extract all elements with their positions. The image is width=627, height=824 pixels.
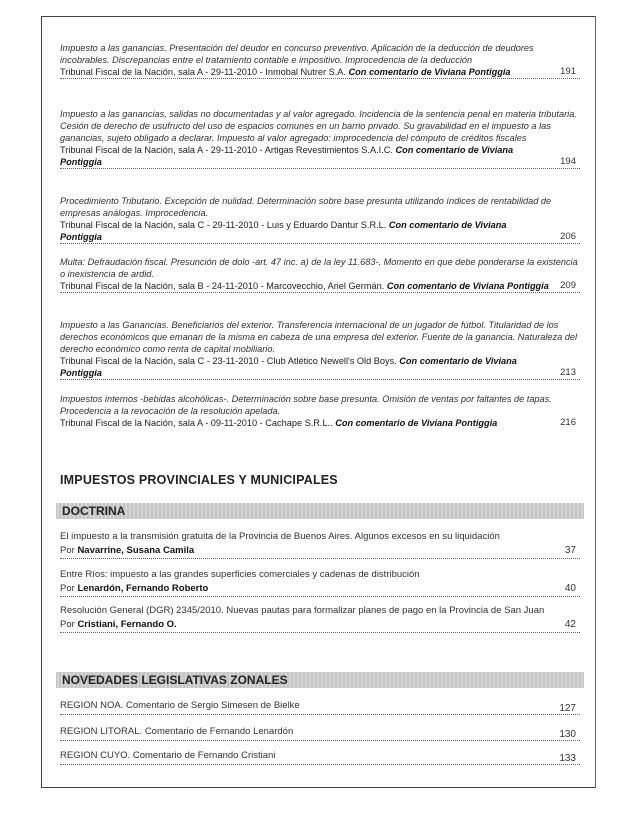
entry-source bbox=[60, 144, 580, 169]
entry-source-text: Tribunal Fiscal de la Nación, sala B - 24-11-2010 - Marcovecchio, Ariel Germán. bbox=[60, 281, 385, 291]
doctrina-page-number: 40 bbox=[564, 583, 576, 594]
entry-page-number: 209 bbox=[560, 280, 576, 291]
entry-page-number: 216 bbox=[560, 417, 576, 428]
doctrina-item-byline bbox=[60, 544, 580, 559]
fiscal-entry bbox=[60, 319, 580, 380]
doctrina-item bbox=[60, 568, 580, 597]
entry-page-number: 206 bbox=[560, 231, 576, 242]
zonal-item bbox=[60, 750, 580, 765]
entry-comment: Con comentario de Viviana Pontiggia bbox=[60, 220, 507, 242]
entry-description: Impuesto a las ganancias. Presentación del deudor en concurso preventivo. Aplicación de la deducción de deudores incobrables. Discrepancias entre el tratamiento contable e impositivo. Improcedencia de la deducción bbox=[60, 43, 534, 65]
entry-page-number: 191 bbox=[560, 66, 576, 77]
entry-description: Procedimiento Tributario. Excepción de nulidad. Determinación sobre base presunta utilizando índices de rentabilidad de empresas análogas. Improcedencia. bbox=[60, 196, 552, 218]
doctrina-item-byline bbox=[60, 582, 580, 597]
entry-source bbox=[60, 280, 580, 293]
doctrina-author: Lenardón, Fernando Roberto bbox=[77, 583, 209, 594]
zonal-item-label: REGION NOA. Comentario de Sergio Simesen de Bielke bbox=[60, 700, 300, 711]
doctrina-item-title: Resolución General (DGR) 2345/2010. Nuevas pautas para formalizar planes de pago en la Provincia de San Juan bbox=[60, 605, 545, 616]
fiscal-entry bbox=[60, 256, 580, 293]
entry-source bbox=[60, 219, 580, 244]
entry-comment: Con comentario de Viviana Pontiggia bbox=[60, 145, 514, 167]
page-frame-right-edge bbox=[595, 16, 596, 788]
fiscal-entry bbox=[60, 108, 580, 169]
doctrina-author: Navarrine, Susana Camila bbox=[77, 545, 195, 556]
doctrina-page-number: 42 bbox=[564, 619, 576, 630]
fiscal-entry bbox=[60, 195, 580, 244]
fiscal-entry bbox=[60, 42, 580, 79]
entry-source-text: Tribunal Fiscal de la Nación, sala A - 09-11-2010 - Cachape S.R.L.. bbox=[60, 418, 333, 428]
entry-description: Impuestos internos -bebidas alcohólicas-. Determinación sobre base presunta. Omisión de ventas por faltantes de tapas. Procedencia a la revocación de la resolución apelada. bbox=[60, 394, 552, 416]
entry-page-number: 213 bbox=[560, 367, 576, 378]
doctrina-page-number: 37 bbox=[564, 545, 576, 556]
entry-description: Impuesto a las ganancias, salidas no documentadas y al valor agregado. Incidencia de la sentencia penal en materia tributaria. Cesión de derecho de usufructo del uso de espacios comunes en un barrio privado. Su gravabilidad en el impuesto a las ganancias, sujeto obligado a declarar. Impuesto al valor agregado: improcedencia del cómputo de créditos fiscales bbox=[60, 109, 577, 143]
byline-prefix: Por bbox=[60, 583, 75, 594]
doctrina-heading: DOCTRINA bbox=[62, 504, 126, 518]
entry-source bbox=[60, 66, 580, 79]
entry-source-text: Tribunal Fiscal de la Nación, sala A - 29-11-2010 - Inmobal Nutrer S.A. bbox=[60, 67, 346, 77]
entry-description: Impuesto a las Ganancias. Beneficiarios del exterior. Transferencia internacional de un jugador de fútbol. Titularidad de los derechos económicos que emanan de la misma en cabeza de una empresa del exterior. Fuente de la ganancia. Naturaleza del derecho económico como renta de capital mobiliario. bbox=[60, 320, 578, 354]
zonal-item bbox=[60, 700, 580, 715]
zonal-item-label: REGION LITORAL. Comentario de Fernando Lenardón bbox=[60, 726, 294, 737]
entry-comment: Con comentario de Viviana Pontiggia bbox=[335, 418, 498, 428]
zonal-item bbox=[60, 726, 580, 741]
entry-source-text: Tribunal Fiscal de la Nación, sala A - 29-11-2010 - Artigas Revestimientos S.A.I.C. bbox=[60, 145, 393, 155]
zonal-item-label: REGION CUYO. Comentario de Fernando Cristiani bbox=[60, 750, 276, 761]
entry-comment: Con comentario de Viviana Pontiggia bbox=[60, 356, 517, 378]
entry-page-number: 194 bbox=[560, 156, 576, 167]
fiscal-entry bbox=[60, 393, 580, 429]
entry-source bbox=[60, 355, 580, 380]
doctrina-item bbox=[60, 604, 580, 633]
doctrina-item-title: Entre Ríos: impuesto a las grandes superficies comerciales y cadenas de distribución bbox=[60, 569, 420, 580]
doctrina-author: Cristiani, Fernando O. bbox=[77, 619, 177, 630]
zonal-page-number: 127 bbox=[559, 703, 576, 714]
novedades-header-band bbox=[56, 672, 584, 688]
entry-source-text: Tribunal Fiscal de la Nación, sala C - 23-11-2010 - Club Atlético Newell's Old Boys. bbox=[60, 356, 397, 366]
novedades-heading: NOVEDADES LEGISLATIVAS ZONALES bbox=[62, 673, 288, 687]
doctrina-item bbox=[60, 530, 580, 559]
section-title: IMPUESTOS PROVINCIALES Y MUNICIPALES bbox=[60, 473, 338, 487]
entry-description: Multa: Defraudación fiscal. Presunción de dolo -art. 47 inc. a) de la ley 11.683-. Momento en que debe ponderarse la existencia o inexistencia de ardid. bbox=[60, 257, 578, 279]
entry-source-text: Tribunal Fiscal de la Nación, sala C - 29-11-2010 - Luis y Eduardo Dantur S.R.L. bbox=[60, 220, 387, 230]
byline-prefix: Por bbox=[60, 619, 75, 630]
zonal-page-number: 133 bbox=[559, 753, 576, 764]
byline-prefix: Por bbox=[60, 545, 75, 556]
zonal-page-number: 130 bbox=[559, 729, 576, 740]
entry-source bbox=[60, 417, 580, 429]
entry-comment: Con comentario de Viviana Pontiggia bbox=[348, 67, 511, 77]
doctrina-item-byline bbox=[60, 618, 580, 633]
entry-comment: Con comentario de Viviana Pontiggia bbox=[386, 281, 549, 291]
doctrina-item-title: El impuesto a la transmisión gratuita de la Provincia de Buenos Aires. Algunos excesos en su liquidación bbox=[60, 531, 500, 542]
doctrina-header-band bbox=[56, 503, 584, 519]
